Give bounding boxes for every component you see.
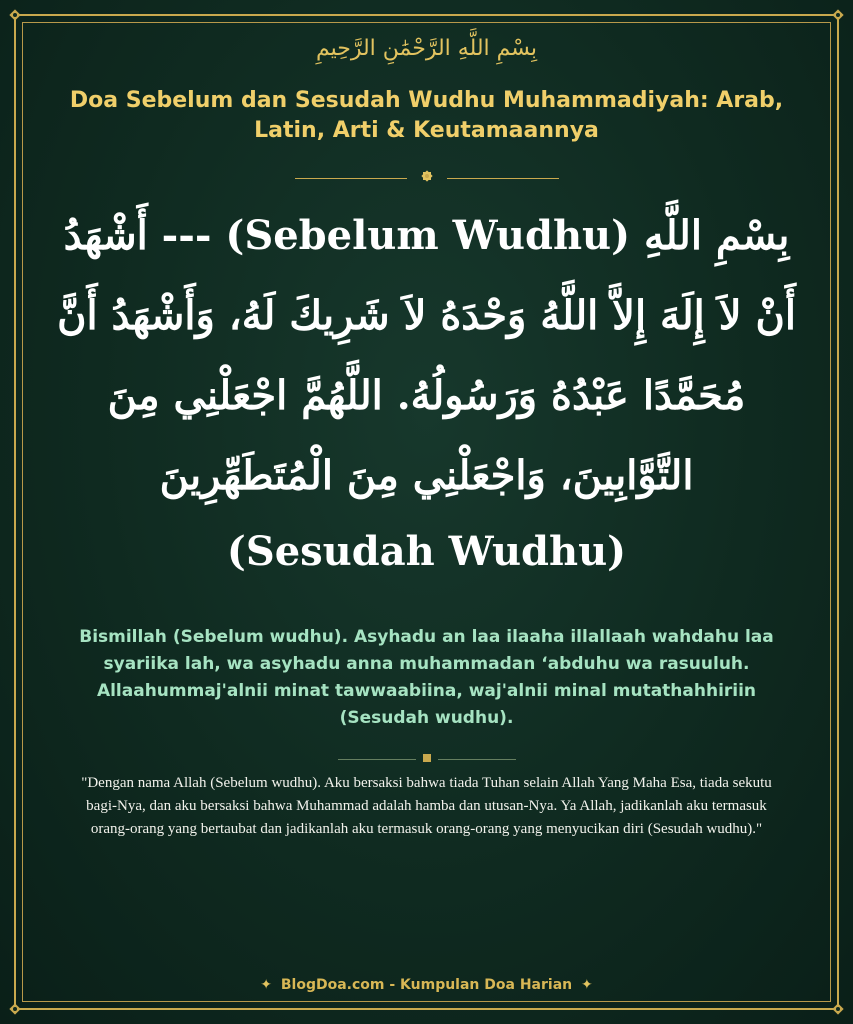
corner-ornament-icon [831,8,845,22]
footer-credit [0,977,853,993]
sparkle-icon: ✦ [260,977,272,993]
translation-text: "Dengan nama Allah (Sebelum wudhu). Aku bersaksi bahwa tiada Tuhan selain Allah Yang Maha Esa, tiada sekutu bagi-Nya, dan aku bersaksi bahwa Muhammad adalah hamba dan utusan-Nya. Ya Allah, jadikanlah aku termasuk orang-orang yang bertaubat dan jadikanlah aku termasuk orang-orang yang menyucikan diri (Sesudah wudhu)." [81,775,772,837]
corner-ornament-icon [8,8,22,22]
divider-line [338,759,416,760]
corner-ornament-icon [8,1002,22,1016]
small-divider [0,750,853,768]
footer-text: BlogDoa.com - Kumpulan Doa Harian [280,977,573,993]
page-title: Doa Sebelum dan Sesudah Wudhu Muhammadiyah: Arab, Latin, Arti & Keutamaannya [69,88,784,143]
basmalah-heading: بِسْمِ اللَّهِ الرَّحْمَٰنِ الرَّحِيمِ [315,36,538,61]
corner-ornament-icon [831,1002,845,1016]
latin-transliteration: Bismillah (Sebelum wudhu). Asyhadu an laa ilaaha illallaah wahdahu laa syariika lah, wa asyhadu anna muhammadan ‘abduhu wa rasuuluh. Allaahummaj'alnii minat tawwaabiina, waj'alnii minal mutathahhiriin (Sesudah wudhu). [79,627,774,728]
divider-line [447,178,559,179]
arabic-doa-suffix: (Sesudah Wudhu) [226,528,627,575]
divider-line [295,178,407,179]
square-ornament-icon [422,750,432,768]
divider-line [438,759,516,760]
ornament-divider [0,168,853,189]
arabic-doa-text: بِسْمِ اللَّهِ (Sebelum Wudhu) --- أَشْهَدُ أَنْ لاَ إِلَهَ إِلاَّ اللَّهُ وَحْدَهُ لاَ شَرِيكَ لَهُ، وَأَشْهَدُ أَنَّ مُحَمَّدًا عَبْدُهُ وَرَسُولُهُ. اللَّهُمَّ اجْعَلْنِي مِنَ التَّوَّابِينَ، وَاجْعَلْنِي مِنَ الْمُتَطَهِّرِينَ [57,212,796,499]
flower-ornament-icon [419,168,435,189]
sparkle-icon: ✦ [581,977,593,993]
